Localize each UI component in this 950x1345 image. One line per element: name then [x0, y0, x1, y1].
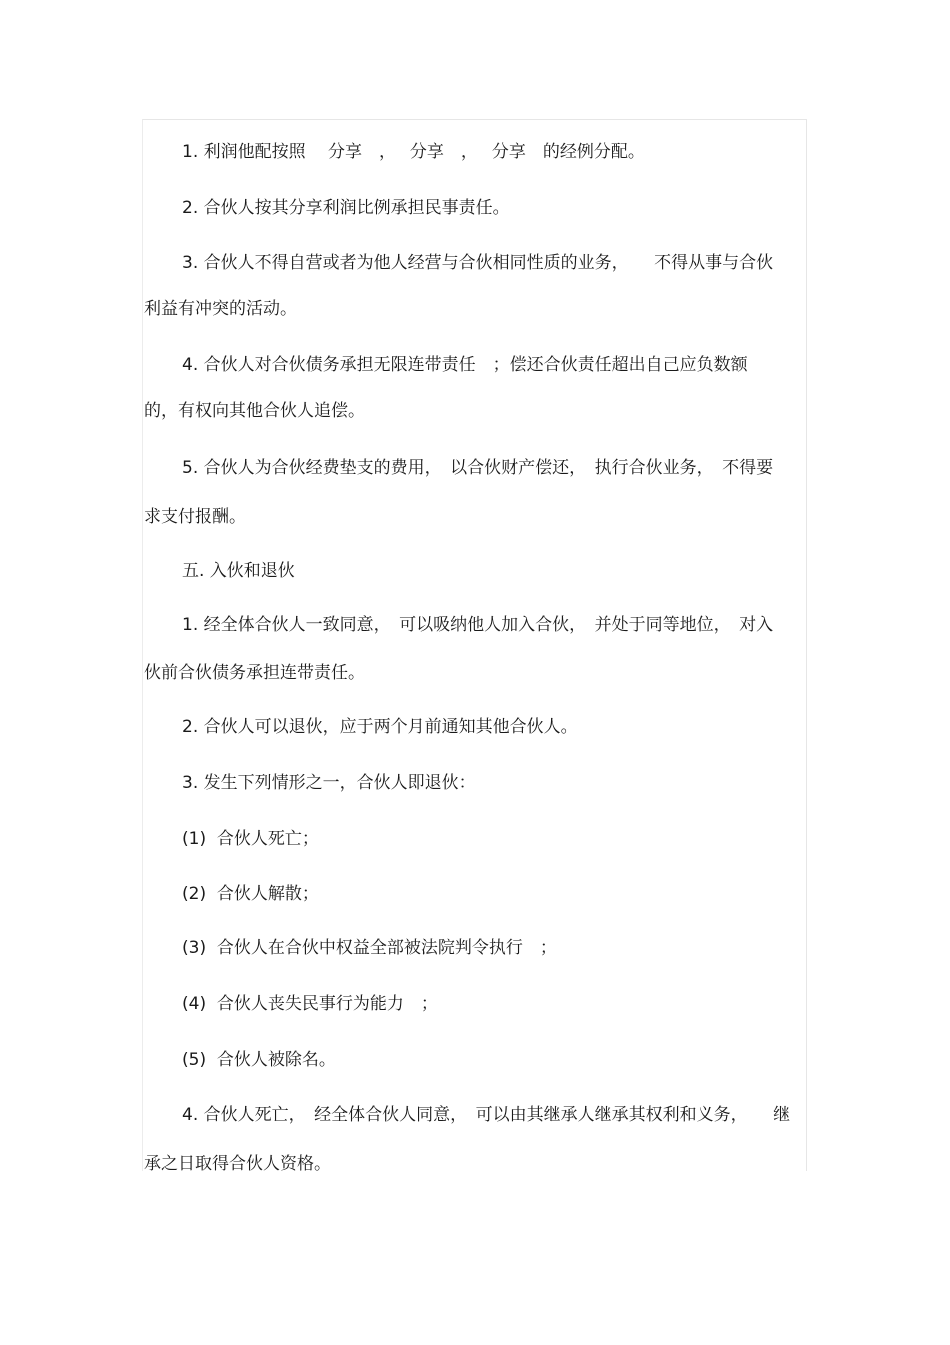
list-item-dissolution: (2) 合伙人解散；	[182, 884, 319, 904]
clause-withdrawal-conditions: 3. 发生下列情形之一，合伙人即退伙：	[182, 773, 476, 793]
clause-non-compete-line1: 3. 合伙人不得自营或者为他人经营与合伙相同性质的业务， 不得从事与合伙	[182, 253, 774, 273]
clause-expenses-line2: 求支付报酬。	[144, 507, 246, 527]
clause-expenses-line1: 5. 合伙人为合伙经费垫支的费用， 以合伙财产偿还， 执行合伙业务， 不得要	[182, 458, 774, 478]
clause-inheritance-line2: 承之日取得合伙人资格。	[144, 1154, 331, 1174]
clause-civil-liability: 2. 合伙人按其分享利润比例承担民事责任。	[182, 198, 510, 218]
clause-admission-line1: 1. 经全体合伙人一致同意， 可以吸纳他人加入合伙， 并处于同等地位， 对入	[182, 615, 774, 635]
clause-non-compete-line2: 利益有冲突的活动。	[144, 299, 297, 319]
list-item-death: (1) 合伙人死亡；	[182, 829, 319, 849]
clause-voluntary-withdrawal: 2. 合伙人可以退伙，应于两个月前通知其他合伙人。	[182, 717, 578, 737]
clause-unlimited-liability-line1: 4. 合伙人对合伙债务承担无限连带责任 ；偿还合伙责任超出自己应负数额	[182, 355, 748, 375]
list-item-expulsion: (5) 合伙人被除名。	[182, 1050, 336, 1070]
clause-profit-distribution: 1. 利润他配按照 分享 ， 分享 ， 分享 的经例分配。	[182, 142, 645, 162]
clause-admission-line2: 伙前合伙债务承担连带责任。	[144, 663, 365, 683]
clause-unlimited-liability-line2: 的，有权向其他合伙人追偿。	[144, 401, 365, 421]
list-item-court-execution: (3) 合伙人在合伙中权益全部被法院判令执行 ；	[182, 938, 557, 958]
list-item-incapacity: (4) 合伙人丧失民事行为能力 ；	[182, 994, 438, 1014]
section-heading-admission-withdrawal: 五. 入伙和退伙	[182, 561, 295, 581]
clause-inheritance-line1: 4. 合伙人死亡， 经全体合伙人同意， 可以由其继承人继承其权利和义务， 继	[182, 1105, 791, 1125]
